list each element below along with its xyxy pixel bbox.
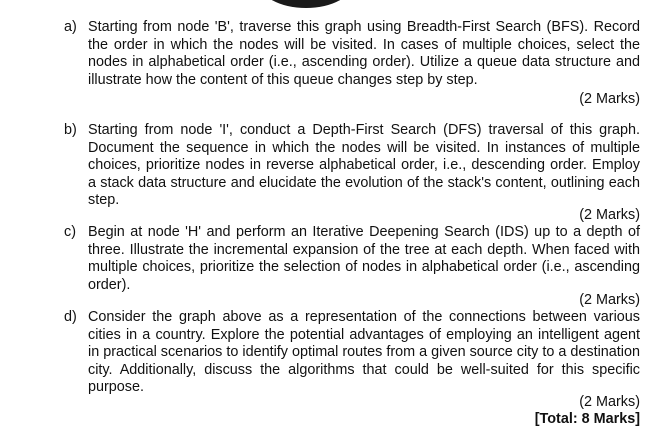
question-c-label: c) (64, 224, 76, 240)
question-d-marks: (2 Marks) (579, 394, 640, 410)
question-a-label: a) (64, 19, 77, 35)
question-d-text: Consider the graph above as a representation of the connections between various cities in a country. Explore the potential advantages of employing an intelligent agent in practical scenarios to identify optimal routes from a given source city to a destination city. Additionally, discuss the algorithms that could be well-suited for this specific purpose. (88, 309, 640, 396)
question-c-marks: (2 Marks) (579, 292, 640, 308)
question-d-label: d) (64, 309, 77, 325)
question-a-marks: (2 Marks) (579, 91, 640, 107)
question-c-text: Begin at node 'H' and perform an Iterative Deepening Search (IDS) up to a depth of three. Illustrate the incremental expansion of the tree at each depth. When faced with multiple choices, prioritize the selection of nodes in alphabetical order (i.e., ascending order). (88, 224, 640, 293)
question-b-label: b) (64, 122, 77, 138)
question-a-text: Starting from node 'B', traverse this graph using Breadth-First Search (BFS). Record the order in which the nodes will be visited. In cases of multiple choices, select the nodes in alphabetical order (i.e., ascending order). Utilize a queue data structure and illustrate how the content of this queue changes step by step. (88, 19, 640, 88)
question-b-text: Starting from node 'I', conduct a Depth-First Search (DFS) traversal of this graph. Document the sequence in which the nodes will be visited. In instances of multiple choices, prioritize nodes in reverse alphabetical order, i.e., descending order. Employ a stack data structure and elucidate the evolution of the stack's content, outlining each step. (88, 122, 640, 209)
total-marks: [Total: 8 Marks] (534, 411, 640, 427)
top-graph-node-fragment (258, 0, 354, 8)
question-b-marks: (2 Marks) (579, 207, 640, 223)
